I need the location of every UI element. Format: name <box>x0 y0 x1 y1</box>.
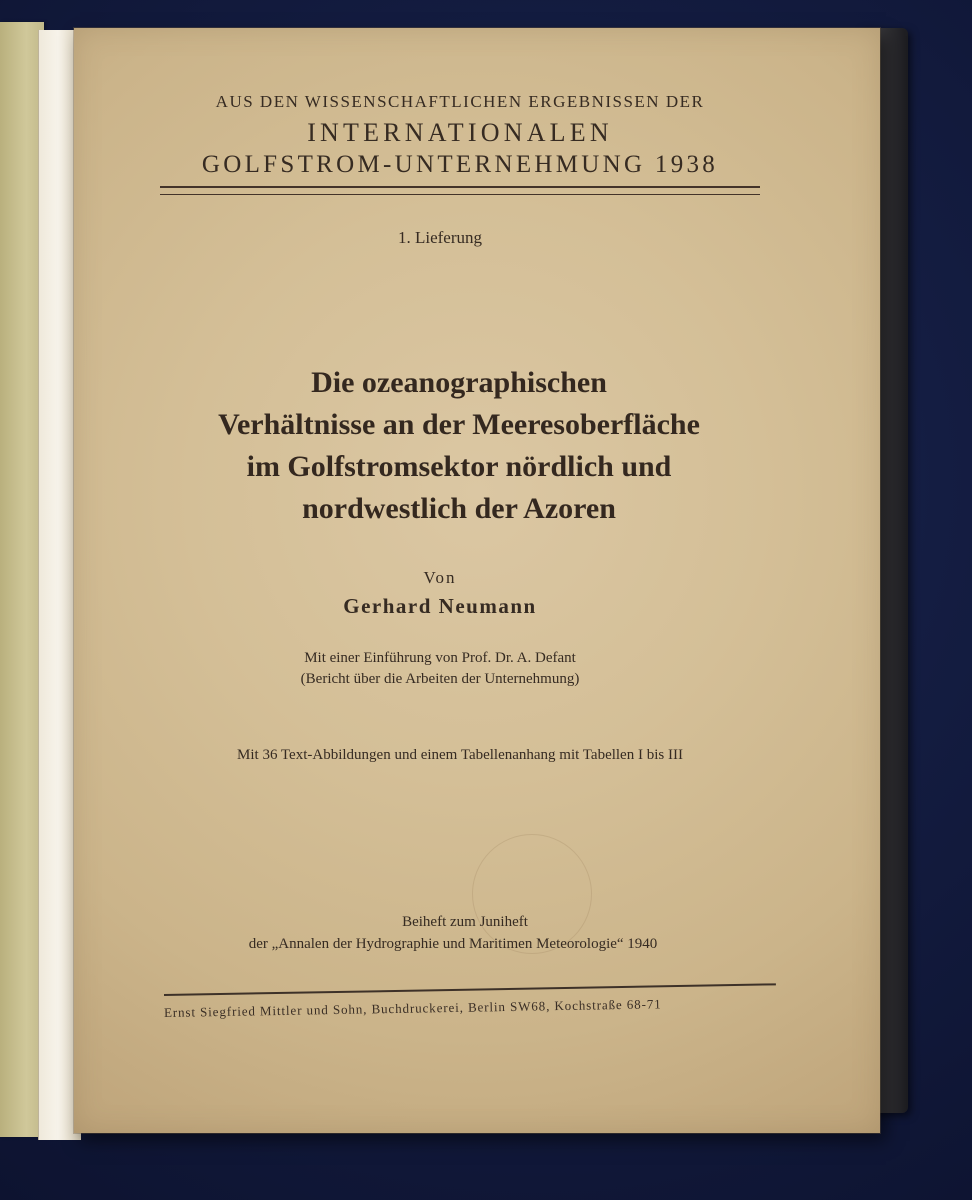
printer-imprint: Ernst Siegfried Mittler und Sohn, Buchdruckerei, Berlin SW68, Kochstraße 68-71 <box>163 996 662 1020</box>
series-header <box>160 92 760 180</box>
supplement-line-1: Beiheft zum Juniheft <box>402 914 528 930</box>
series-line-2: INTERNATIONALEN <box>307 118 613 147</box>
title-line-3: im Golfstromsektor nördlich und <box>246 450 672 484</box>
introduction-note <box>230 648 650 690</box>
title-line-4: nordwestlich der Azoren <box>302 492 616 526</box>
byline-von: Von <box>423 568 457 587</box>
series-line-1: AUS DEN WISSENSCHAFTLICHEN ERGEBNISSEN DER <box>215 92 705 111</box>
document-title <box>114 362 804 530</box>
title-line-2: Verhältnisse an der Meeresoberfläche <box>218 408 700 442</box>
figures-note: Mit 36 Text-Abbildungen und einem Tabellenanhang mit Tabellen I bis III <box>237 747 683 763</box>
delivery-number: 1. Lieferung <box>397 228 483 247</box>
introduction-line-1: Mit einer Einführung von Prof. Dr. A. Defant <box>304 650 576 666</box>
title-page <box>74 28 880 1133</box>
supplement-note <box>180 911 750 955</box>
title-line-1: Die ozeanographischen <box>311 366 607 400</box>
series-line-3: GOLFSTROM-UNTERNEHMUNG 1938 <box>201 151 719 178</box>
header-double-rule <box>160 186 760 195</box>
author-name: Gerhard Neumann <box>343 594 537 618</box>
supplement-line-2: der „Annalen der Hydrographie und Maritimen Meteorologie“ 1940 <box>248 936 658 952</box>
introduction-line-2: (Bericht über die Arbeiten der Unternehmung) <box>300 671 580 687</box>
